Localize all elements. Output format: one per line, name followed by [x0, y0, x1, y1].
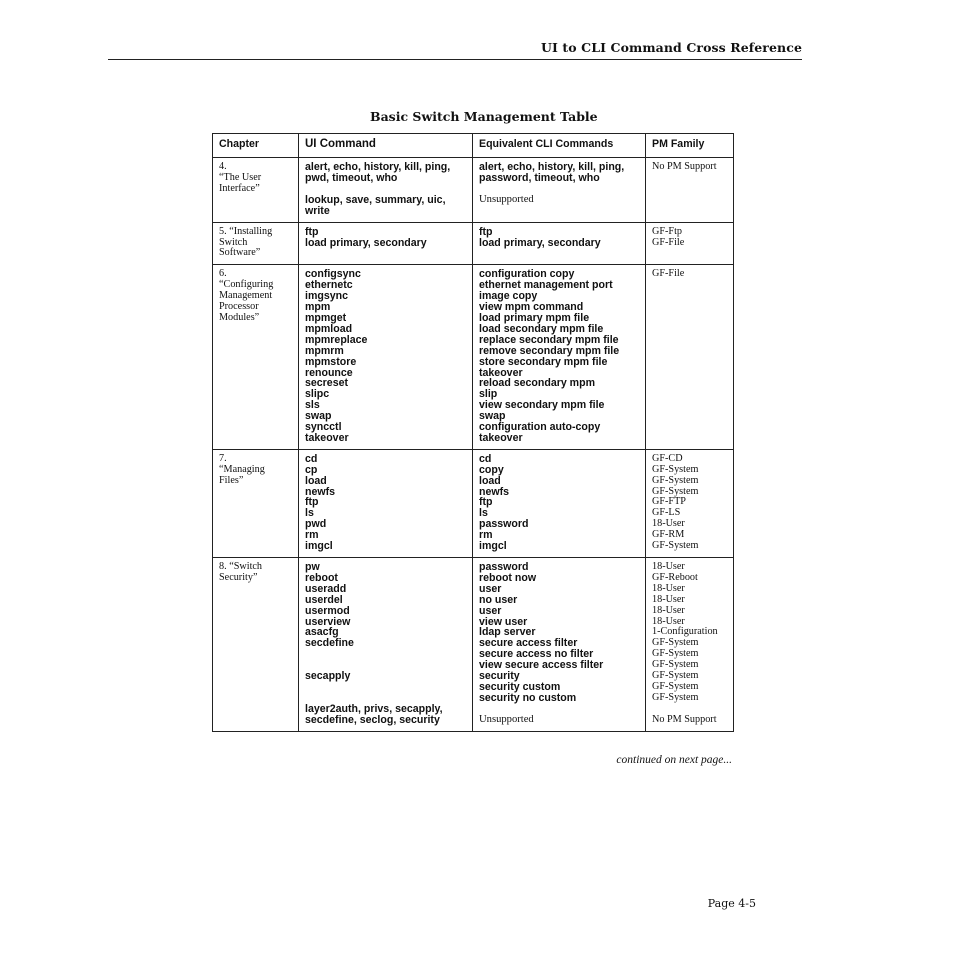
cell-line: ls [305, 507, 314, 520]
cell-line: secure access filter [479, 637, 578, 650]
cell-line: GF-System [652, 659, 699, 671]
cell-line: remove secondary mpm file [479, 344, 620, 357]
cell-line: security custom [479, 680, 561, 693]
cell-line: imgcl [305, 540, 333, 553]
cell-line: userview [305, 615, 351, 628]
cell-line: newfs [305, 485, 336, 498]
cell-line: GF-System [652, 648, 699, 660]
cell-line: mpmload [305, 322, 353, 335]
cell-line: Switch [219, 236, 248, 248]
cell-line: 4. [219, 161, 227, 172]
cell-line: layer2auth, privs, secapply, [305, 703, 443, 716]
cell-line: 18-User [652, 615, 685, 627]
table-row [213, 265, 734, 450]
cell-line: Interface” [219, 182, 260, 194]
cell-line: GF-CD [652, 452, 683, 464]
cell-line: GF-File [652, 268, 685, 280]
cell-line: view secure access filter [479, 659, 604, 672]
cell-pm-family [646, 449, 734, 557]
cell-line: load primary, secondary [479, 236, 601, 249]
cell-line: alert, echo, history, kill, ping, [479, 161, 625, 173]
cell-line: pw [305, 561, 320, 573]
continued-note: continued on next page... [616, 754, 732, 766]
table-row [213, 558, 734, 732]
cell-cli-commands [473, 558, 646, 732]
cell-line: Modules” [219, 311, 260, 323]
col-header-ui-command: UI Command [299, 134, 473, 158]
cell-line: copy [479, 463, 504, 476]
cell-line: lookup, save, summary, uic, [305, 193, 446, 206]
cell-line: imgsync [305, 290, 348, 303]
cell-line: rm [479, 529, 493, 542]
cell-line: 18-User [652, 604, 685, 616]
cell-line: usermod [305, 604, 350, 617]
cell-ui-command [299, 158, 473, 223]
cell-pm-family [646, 222, 734, 265]
cell-line: pwd, timeout, who [305, 171, 398, 184]
cell-line: swap [305, 410, 332, 423]
cell-line: Security” [219, 571, 258, 583]
cell-line: Software” [219, 247, 261, 259]
table-row [213, 222, 734, 265]
cell-line: cd [479, 452, 492, 465]
cell-line: password [479, 561, 529, 573]
cell-line: view user [479, 615, 528, 628]
cell-line: GF-System [652, 670, 699, 682]
table-row [213, 449, 734, 557]
cell-line: configuration copy [479, 268, 575, 281]
cell-line: store secondary mpm file [479, 355, 608, 368]
cell-line: reload secondary mpm [479, 377, 595, 390]
cell-line: newfs [479, 485, 510, 498]
cell-chapter [213, 222, 299, 265]
cell-line: takeover [305, 431, 349, 444]
cell-line: no user [479, 593, 518, 606]
cell-chapter [213, 265, 299, 450]
cell-line: 7. [219, 452, 227, 464]
cell-line: ftp [305, 225, 319, 238]
cell-pm-family [646, 158, 734, 223]
cell-pm-family [646, 265, 734, 450]
cell-line: ls [479, 507, 488, 520]
cell-line: image copy [479, 290, 538, 303]
cell-chapter [213, 158, 299, 223]
cell-line: “Configuring [219, 279, 274, 291]
cell-cli-commands [473, 222, 646, 265]
cell-line: Unsupported [479, 193, 534, 205]
cell-line: No PM Support [652, 161, 717, 172]
cell-line: useradd [305, 582, 347, 595]
table-header-row [213, 134, 734, 158]
cell-line: secreset [305, 377, 349, 390]
cell-line: takeover [479, 431, 523, 444]
table-title: Basic Switch Management Table [370, 109, 598, 124]
cell-line: replace secondary mpm file [479, 333, 619, 346]
cell-line: GF-System [652, 485, 699, 497]
cell-line: GF-RM [652, 529, 685, 541]
cell-line: write [305, 204, 330, 217]
table-row [213, 158, 734, 223]
cell-line: GF-Ftp [652, 225, 683, 237]
cell-line: swap [479, 410, 506, 423]
cell-line: GF-System [652, 540, 699, 552]
cell-line: 6. [219, 268, 227, 280]
cell-line: secure access no filter [479, 648, 594, 661]
cell-line: GF-System [652, 463, 699, 475]
table-body [213, 158, 734, 732]
cell-line: rm [305, 529, 319, 542]
cell-line: mpmrm [305, 344, 344, 357]
cell-line: GF-Reboot [652, 571, 698, 583]
cell-chapter [213, 558, 299, 732]
cell-line: load primary mpm file [479, 311, 590, 324]
cell-line: 18-User [652, 582, 685, 594]
cell-line: 1-Configuration [652, 626, 718, 638]
cell-line: GF-System [652, 691, 699, 703]
cell-line: “The User [219, 171, 262, 183]
cell-line: Management [219, 290, 273, 302]
cell-line: 8. “Switch [219, 561, 263, 572]
cell-line: password [479, 518, 529, 531]
cell-line: GF-System [652, 474, 699, 486]
cell-line: GF-System [652, 680, 699, 692]
cell-line: Unsupported [479, 713, 534, 725]
cell-line: alert, echo, history, kill, ping, [305, 161, 451, 173]
cell-line: asacfg [305, 626, 339, 639]
cell-pm-family [646, 558, 734, 732]
cell-line: GF-File [652, 236, 685, 248]
cell-cli-commands [473, 158, 646, 223]
cell-ui-command [299, 449, 473, 557]
cell-ui-command [299, 222, 473, 265]
cell-line: No PM Support [652, 713, 717, 725]
cell-line: cd [305, 452, 318, 465]
cell-cli-commands [473, 449, 646, 557]
col-header-cli-commands: Equivalent CLI Commands [473, 134, 646, 158]
cell-line: ldap server [479, 626, 536, 639]
running-header-title: UI to CLI Command Cross Reference [541, 40, 802, 55]
cell-line: ethernet management port [479, 279, 613, 292]
cell-line: userdel [305, 593, 343, 606]
cell-line: renounce [305, 366, 353, 379]
cell-line: security no custom [479, 691, 577, 704]
cell-line: mpmget [305, 311, 347, 324]
cell-line: mpmstore [305, 355, 357, 368]
cell-line: “Managing [219, 463, 265, 475]
cell-line: slip [479, 388, 498, 401]
cell-line: mpmreplace [305, 333, 368, 346]
cell-line: mpm [305, 301, 331, 314]
cell-line: configuration auto-copy [479, 421, 601, 434]
cell-line: 5. “Installing [219, 225, 273, 237]
cell-line: security [479, 670, 520, 683]
cell-line: load primary, secondary [305, 236, 427, 249]
cell-line: secdefine, seclog, security [305, 714, 440, 727]
cell-line: user [479, 604, 502, 617]
col-header-chapter: Chapter [213, 134, 299, 158]
col-header-pm-family: PM Family [646, 134, 734, 158]
cell-line: reboot [305, 571, 338, 584]
cell-line: view secondary mpm file [479, 399, 605, 412]
cell-line: Processor [219, 301, 259, 313]
cell-line: Files” [219, 474, 244, 486]
cell-ui-command [299, 265, 473, 450]
cell-line: 18-User [652, 593, 685, 605]
cross-reference-table [212, 133, 734, 732]
cell-line: view mpm command [479, 301, 584, 314]
page-number: Page 4-5 [707, 897, 756, 910]
cell-line: ftp [305, 496, 319, 509]
cell-line: secdefine [305, 637, 354, 650]
cell-line: configsync [305, 268, 361, 281]
cell-line: ftp [479, 496, 493, 509]
cell-line: ftp [479, 225, 493, 238]
cell-line: ethernetc [305, 279, 353, 292]
cell-chapter [213, 449, 299, 557]
cell-line: syncctl [305, 421, 342, 434]
cell-line: 18-User [652, 561, 685, 572]
cell-line: GF-FTP [652, 496, 686, 508]
cell-line: 18-User [652, 518, 685, 530]
cell-line: slipc [305, 388, 330, 401]
cell-line: user [479, 582, 502, 595]
cell-line: cp [305, 463, 318, 476]
cell-line: pwd [305, 518, 327, 531]
cell-line: takeover [479, 366, 523, 379]
cell-line: secapply [305, 670, 351, 683]
cell-line: sls [305, 399, 320, 412]
cell-line: imgcl [479, 540, 507, 553]
cell-line: load [479, 474, 501, 487]
cell-ui-command [299, 558, 473, 732]
cell-line: GF-LS [652, 507, 681, 519]
cell-line: reboot now [479, 571, 537, 584]
cell-cli-commands [473, 265, 646, 450]
cell-line: load [305, 474, 327, 487]
cell-line: load secondary mpm file [479, 322, 604, 335]
header-rule [108, 59, 802, 60]
cell-line: password, timeout, who [479, 171, 600, 184]
cell-line: GF-System [652, 637, 699, 649]
